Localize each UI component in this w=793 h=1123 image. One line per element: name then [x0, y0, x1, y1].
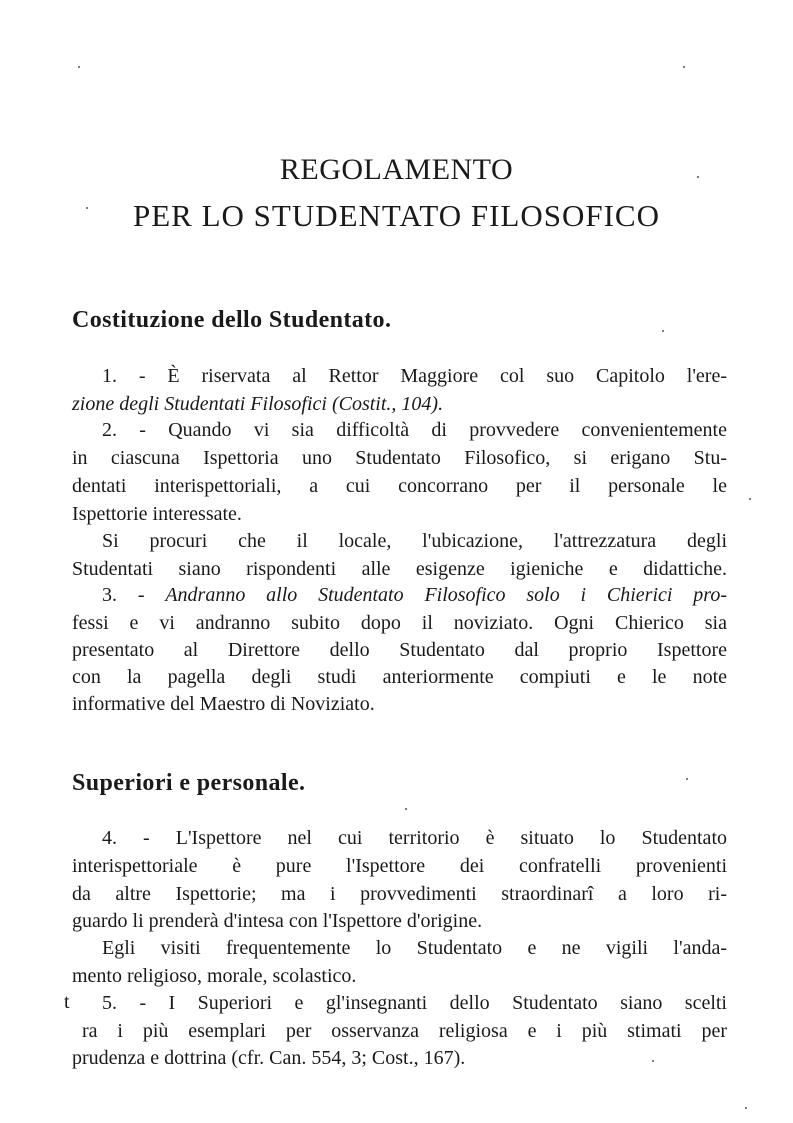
p5-line-1: 5. - I Superiori e gl'insegnanti dello Studentato siano scelti	[102, 992, 727, 1014]
p2b-line-1: Si procuri che il locale, l'ubicazione, l'attrezzatura degli	[102, 530, 727, 552]
p2b-line-2: Studentati siano rispondenti alle esigenze igieniche e didattiche.	[72, 558, 727, 580]
scan-speck	[745, 1107, 747, 1109]
p1-line-2: zione degli Studentati Filosofici (Costit., 104).	[72, 393, 444, 415]
section-heading-superiori: Superiori e personale.	[72, 770, 306, 796]
scan-speck	[86, 207, 88, 209]
title-line-2: PER LO STUDENTATO FILOSOFICO	[132, 198, 660, 233]
title-line-1: REGOLAMENTO	[279, 153, 514, 186]
p2-line-1: 2. - Quando vi sia difficoltà di provvedere convenientemente	[102, 419, 727, 441]
scan-speck	[749, 498, 751, 500]
scan-speck	[662, 330, 664, 332]
p4-line-4: guardo li prenderà d'intesa con l'Ispettore d'origine.	[72, 910, 483, 932]
p2-line-4: Ispettorie interessate.	[72, 503, 242, 525]
scan-speck	[405, 808, 407, 810]
margin-mark-t: t	[64, 991, 70, 1013]
p5-line-2: ra i più esemplari per osservanza religiosa e i più stimati per	[82, 1020, 727, 1042]
scan-speck	[652, 1060, 654, 1062]
p3-line-1	[72, 581, 727, 609]
p4-line-3: da altre Ispettorie; ma i provvedimenti straordinarî a loro ri-	[72, 883, 727, 905]
p3-line-3: presentato al Direttore dello Studentato dal proprio Ispettore	[72, 639, 727, 661]
p4-line-2: interispettoriale è pure l'Ispettore dei confratelli provenienti	[72, 855, 727, 877]
p5-line-3: prudenza e dottrina (cfr. Can. 554, 3; Cost., 167).	[72, 1047, 466, 1069]
p4b-line-1: Egli visiti frequentemente lo Studentato e ne vigili l'anda-	[102, 937, 727, 959]
section-heading-costituzione: Costituzione dello Studentato.	[72, 307, 392, 333]
scan-speck	[78, 66, 80, 68]
p3-line-5: informative del Maestro di Noviziato.	[72, 693, 375, 715]
p2-line-2: in ciascuna Ispettoria uno Studentato Filosofico, si erigano Stu-	[72, 447, 727, 469]
p4-line-1: 4. - L'Ispettore nel cui territorio è situato lo Studentato	[102, 827, 727, 849]
p3-line-4: con la pagella degli studi anteriormente compiuti e le note	[72, 666, 727, 688]
scan-speck	[683, 66, 685, 68]
p1-line-1: 1. - È riservata al Rettor Maggiore col suo Capitolo l'ere-	[102, 365, 727, 387]
scan-speck	[697, 176, 699, 178]
p3-italic-text: Andranno allo Studentato Filosofico solo i Chierici pro-	[165, 584, 727, 606]
scan-speck	[686, 778, 688, 780]
p3-number: 3. -	[102, 584, 166, 606]
p2-line-3: dentati interispettoriali, a cui concorrano per il personale le	[72, 475, 727, 497]
p4b-line-2: mento religioso, morale, scolastico.	[72, 965, 357, 987]
p3-line-2: fessi e vi andranno subito dopo il noviziato. Ogni Chierico sia	[72, 612, 727, 634]
